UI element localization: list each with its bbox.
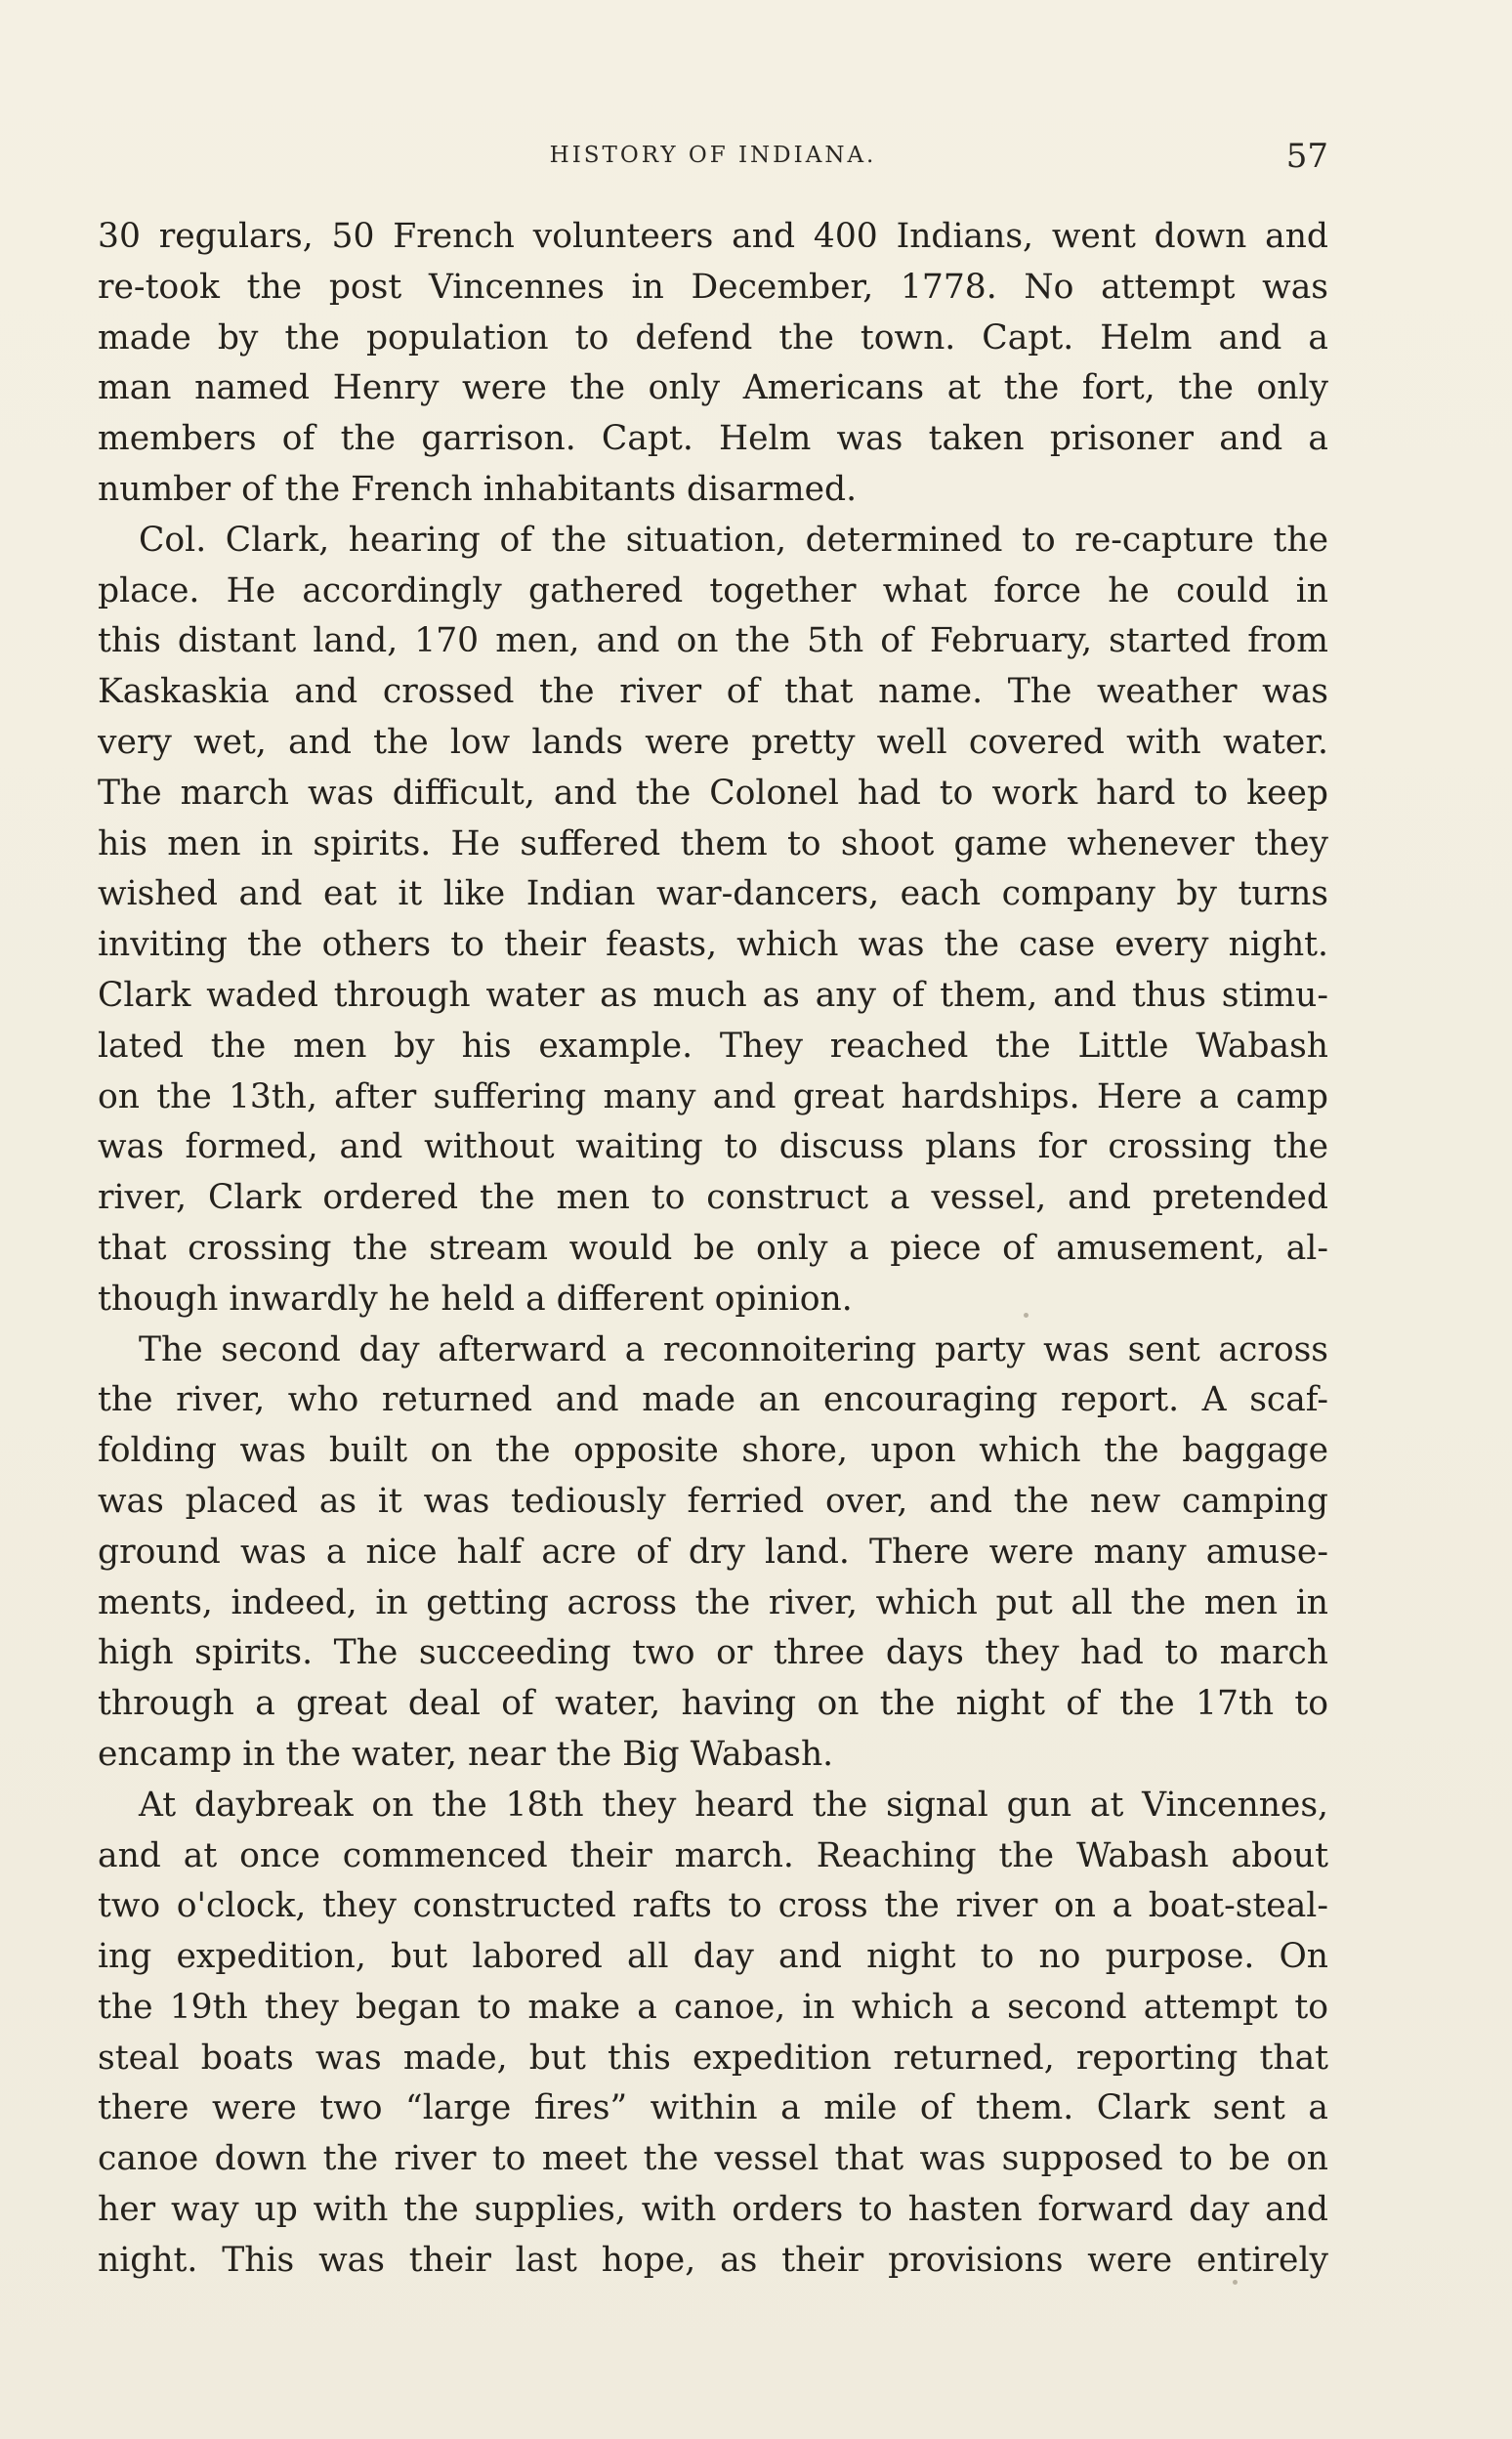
- paragraph-start-line: At daybreak on the 18th they heard the signal gun at Vincennes,: [139, 1785, 1328, 1825]
- text-line: two o'clock, they constructed rafts to cross the river on a boat-steal-: [98, 1886, 1328, 1926]
- text-line: wished and eat it like Indian war-dancers, each company by turns: [98, 874, 1328, 914]
- text-line: The march was difficult, and the Colonel had to work hard to keep: [98, 773, 1328, 813]
- text-line: night. This was their last hope, as their provisions were entirely: [98, 2240, 1328, 2280]
- text-line: river, Clark ordered the men to construct a vessel, and pretended: [98, 1178, 1328, 1218]
- text-line: number of the French inhabitants disarmed.: [98, 469, 858, 509]
- text-line: Clark waded through water as much as any of them, and thus stimu-: [98, 975, 1328, 1015]
- text-line: his men in spirits. He suffered them to shoot game whenever they: [98, 823, 1328, 863]
- text-line: 30 regulars, 50 French volunteers and 400 Indians, went down and: [98, 217, 1328, 256]
- text-line: and at once commenced their march. Reaching the Wabash about: [98, 1835, 1328, 1875]
- paper-speck: [1024, 1313, 1029, 1318]
- text-line: folding was built on the opposite shore, upon which the baggage: [98, 1431, 1328, 1471]
- running-title: HISTORY OF INDIANA.: [549, 143, 877, 168]
- text-line: man named Henry were the only Americans at the fort, the only: [98, 368, 1328, 408]
- body-text: [98, 212, 1328, 2287]
- paragraph-start-line: The second day afterward a reconnoitering party was sent across: [139, 1329, 1328, 1369]
- running-head: [98, 137, 1328, 176]
- text-line: this distant land, 170 men, and on the 5th of February, started from: [98, 621, 1328, 661]
- text-line: high spirits. The succeeding two or three days they had to march: [98, 1633, 1328, 1673]
- text-line: the 19th they began to make a canoe, in which a second attempt to: [98, 1987, 1328, 2027]
- text-line: through a great deal of water, having on the night of the 17th to: [98, 1684, 1328, 1724]
- text-line: ground was a nice half acre of dry land. There were many amuse-: [98, 1532, 1328, 1572]
- text-line: inviting the others to their feasts, which was the case every night.: [98, 925, 1328, 965]
- text-line: on the 13th, after suffering many and great hardships. Here a camp: [98, 1076, 1328, 1116]
- text-line: ments, indeed, in getting across the river, which put all the men in: [98, 1582, 1328, 1622]
- text-line: her way up with the supplies, with orders to hasten forward day and: [98, 2190, 1328, 2230]
- text-line: ing expedition, but labored all day and night to no purpose. On: [98, 1937, 1328, 1977]
- paper-speck: [1233, 2280, 1238, 2285]
- text-line: place. He accordingly gathered together what force he could in: [98, 570, 1328, 610]
- text-line: encamp in the water, near the Big Wabash.: [98, 1734, 834, 1774]
- text-line: made by the population to defend the town. Capt. Helm and a: [98, 317, 1328, 357]
- text-line: was formed, and without waiting to discuss plans for crossing the: [98, 1127, 1328, 1167]
- text-line: there were two “large fires” within a mile of them. Clark sent a: [98, 2088, 1328, 2128]
- text-line: re-took the post Vincennes in December, 1778. No attempt was: [98, 267, 1328, 307]
- text-line: members of the garrison. Capt. Helm was taken prisoner and a: [98, 419, 1328, 459]
- text-line: though inwardly he held a different opinion.: [98, 1279, 853, 1319]
- text-line: lated the men by his example. They reached the Little Wabash: [98, 1026, 1328, 1066]
- text-line: steal boats was made, but this expedition returned, reporting that: [98, 2038, 1328, 2078]
- page-number: 57: [1285, 137, 1328, 176]
- paragraph-start-line: Col. Clark, hearing of the situation, determined to re-capture the: [139, 520, 1328, 560]
- text-line: the river, who returned and made an encouraging report. A scaf-: [98, 1380, 1328, 1420]
- text-line: canoe down the river to meet the vessel that was supposed to be on: [98, 2139, 1328, 2179]
- text-line: very wet, and the low lands were pretty well covered with water.: [98, 722, 1328, 762]
- text-line: Kaskaskia and crossed the river of that name. The weather was: [98, 672, 1328, 712]
- text-line: was placed as it was tediously ferried over, and the new camping: [98, 1481, 1328, 1521]
- text-line: that crossing the stream would be only a piece of amusement, al-: [98, 1228, 1328, 1268]
